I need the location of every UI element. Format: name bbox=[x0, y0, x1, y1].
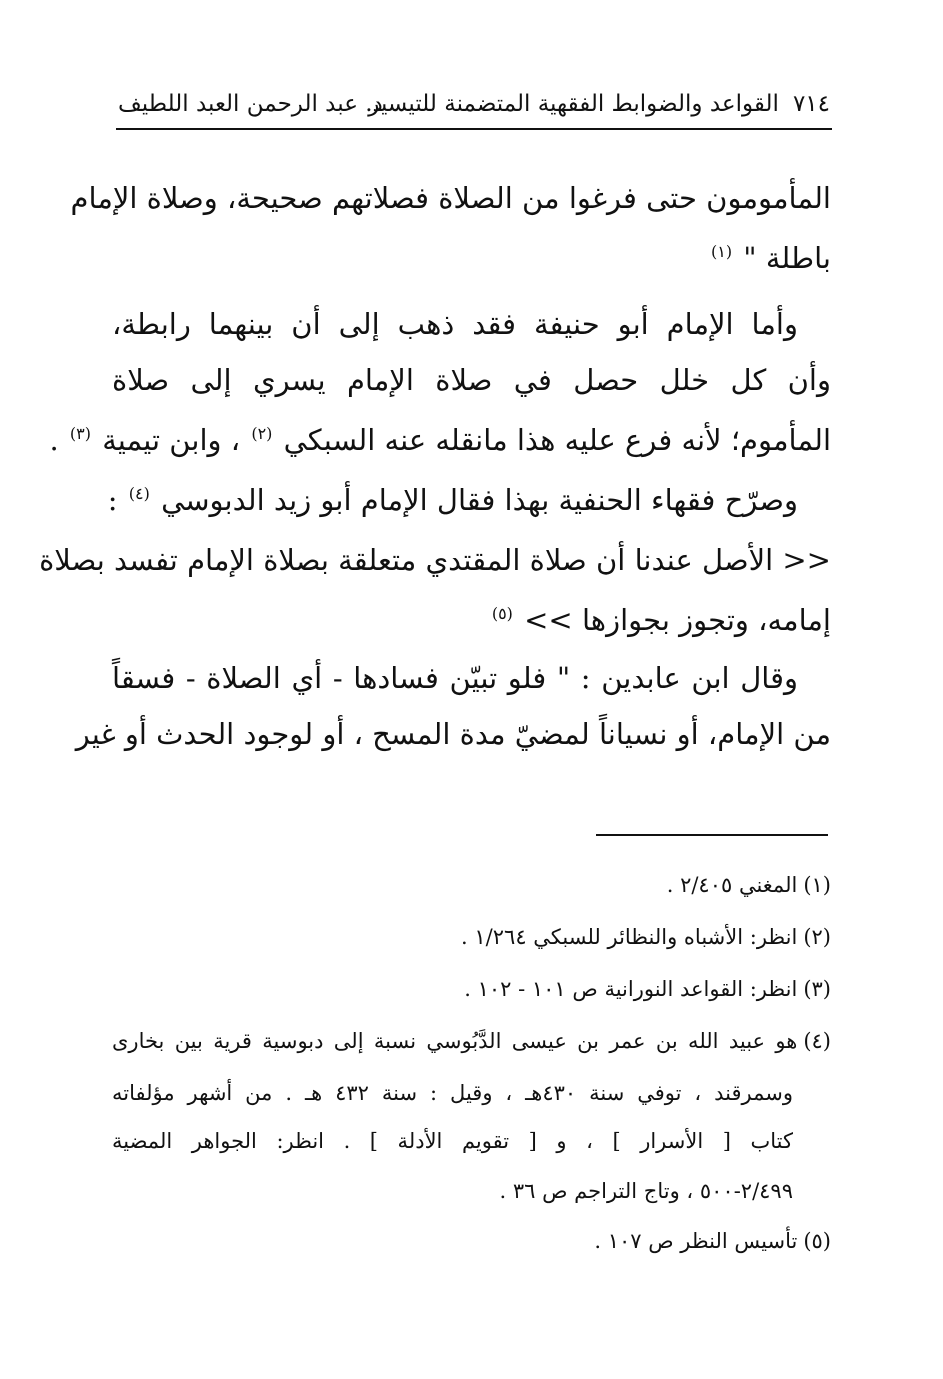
footnote-3-number: (٣) bbox=[803, 977, 831, 1001]
body-line-4: وأن كل خلل حصل في صلاة الإمام يسري إلى صلاة bbox=[112, 363, 831, 397]
body-line-5-a: المأموم؛ لأنه فرع عليه هذا مانقله عنه السبكي bbox=[283, 423, 831, 457]
footnote-4-line-4: ٢/٤٩٩-٥٠٠ ، وتاج التراجم ص ٣٦ . bbox=[499, 1179, 793, 1203]
body-line-6-a: وصرّح فقهاء الحنفية بهذا فقال الإمام أبو زيد الدبوسي bbox=[161, 483, 798, 517]
body-line-3: وأما الإمام أبو حنيفة فقد ذهب إلى أن بينهما رابطة، bbox=[112, 307, 798, 341]
footnote-2-number: (٢) bbox=[803, 925, 831, 949]
body-line-2 bbox=[709, 230, 831, 286]
header-rule bbox=[116, 128, 832, 130]
footnote-1 bbox=[667, 862, 831, 908]
footnote-ref-1[interactable]: (١) bbox=[710, 242, 733, 262]
footnote-3 bbox=[464, 966, 831, 1012]
footnote-4-line-1 bbox=[112, 1018, 831, 1064]
footnote-5 bbox=[594, 1218, 831, 1264]
body-line-6 bbox=[108, 472, 798, 528]
footnote-5-text: تأسيس النظر ص ١٠٧ . bbox=[594, 1229, 798, 1253]
body-line-9: وقال ابن عابدين : " فلو تبيّن فسادها - أي الصلاة - فسقاً bbox=[112, 661, 798, 695]
footnote-1-text: المغني ٢/٤٠٥ . bbox=[666, 873, 798, 897]
header-right bbox=[368, 84, 830, 124]
footnote-4-number: (٤) bbox=[803, 1029, 831, 1053]
body-line-7: << الأصل عندنا أن صلاة المقتدي متعلقة بصلاة الإمام تفسد بصلاة bbox=[39, 543, 831, 577]
footnote-ref-5[interactable]: (٥) bbox=[491, 604, 513, 624]
footnote-4-line-3: كتاب [ الأسرار ] ، و [ تقويم الأدلة ] . انظر: الجواهر المضية bbox=[112, 1129, 793, 1153]
body-line-5-c: . bbox=[49, 423, 59, 457]
body-line-10: من الإمام، أو نسياناً لمضيّ مدة المسح ، أو لوجود الحدث أو غير bbox=[75, 717, 831, 751]
footnote-2-text: انظر: الأشباه والنظائر للسبكي ١/٢٦٤ . bbox=[461, 925, 798, 949]
footnote-5-number: (٥) bbox=[803, 1229, 831, 1253]
footnote-rule bbox=[596, 834, 828, 836]
footnote-ref-4[interactable]: (٤) bbox=[128, 484, 150, 504]
body-line-8-text: إمامه، وتجوز بجوازها >> bbox=[524, 603, 831, 637]
footnote-2 bbox=[461, 914, 831, 960]
body-line-1: المأمومون حتى فرغوا من الصلاة فصلاتهم صحيحة، وصلاة الإمام bbox=[70, 181, 831, 215]
running-header bbox=[118, 84, 830, 124]
page-number: ٧١٤ bbox=[792, 91, 830, 117]
footnote-4-line-2: وسمرقند ، توفي سنة ٤٣٠هـ ، وقيل : سنة ٤٣٢ هـ . من أشهر مؤلفاته bbox=[112, 1081, 793, 1105]
book-title: القواعد والضوابط الفقهية المتضمنة للتيسير bbox=[368, 91, 779, 117]
body-line-5 bbox=[49, 412, 831, 468]
footnote-ref-3[interactable]: (٣) bbox=[69, 424, 91, 444]
body-line-6-b: : bbox=[107, 483, 118, 517]
body-line-8 bbox=[490, 592, 831, 648]
footnote-1-number: (١) bbox=[803, 873, 831, 897]
footnote-ref-2[interactable]: (٢) bbox=[251, 424, 273, 444]
body-line-2-text: باطلة " bbox=[743, 241, 831, 275]
body-line-5-b: ، وابن تيمية bbox=[102, 423, 241, 457]
footnote-4-text-1: هو عبيد الله بن عمر بن عيسى الدَّبُوسي نسبة إلى دبوسية قرية بين بخارى bbox=[112, 1029, 798, 1053]
footnote-3-text: انظر: القواعد النورانية ص ١٠١ - ١٠٢ . bbox=[464, 977, 798, 1001]
author-name: د. عبد الرحمن العبد اللطيف bbox=[118, 91, 383, 117]
